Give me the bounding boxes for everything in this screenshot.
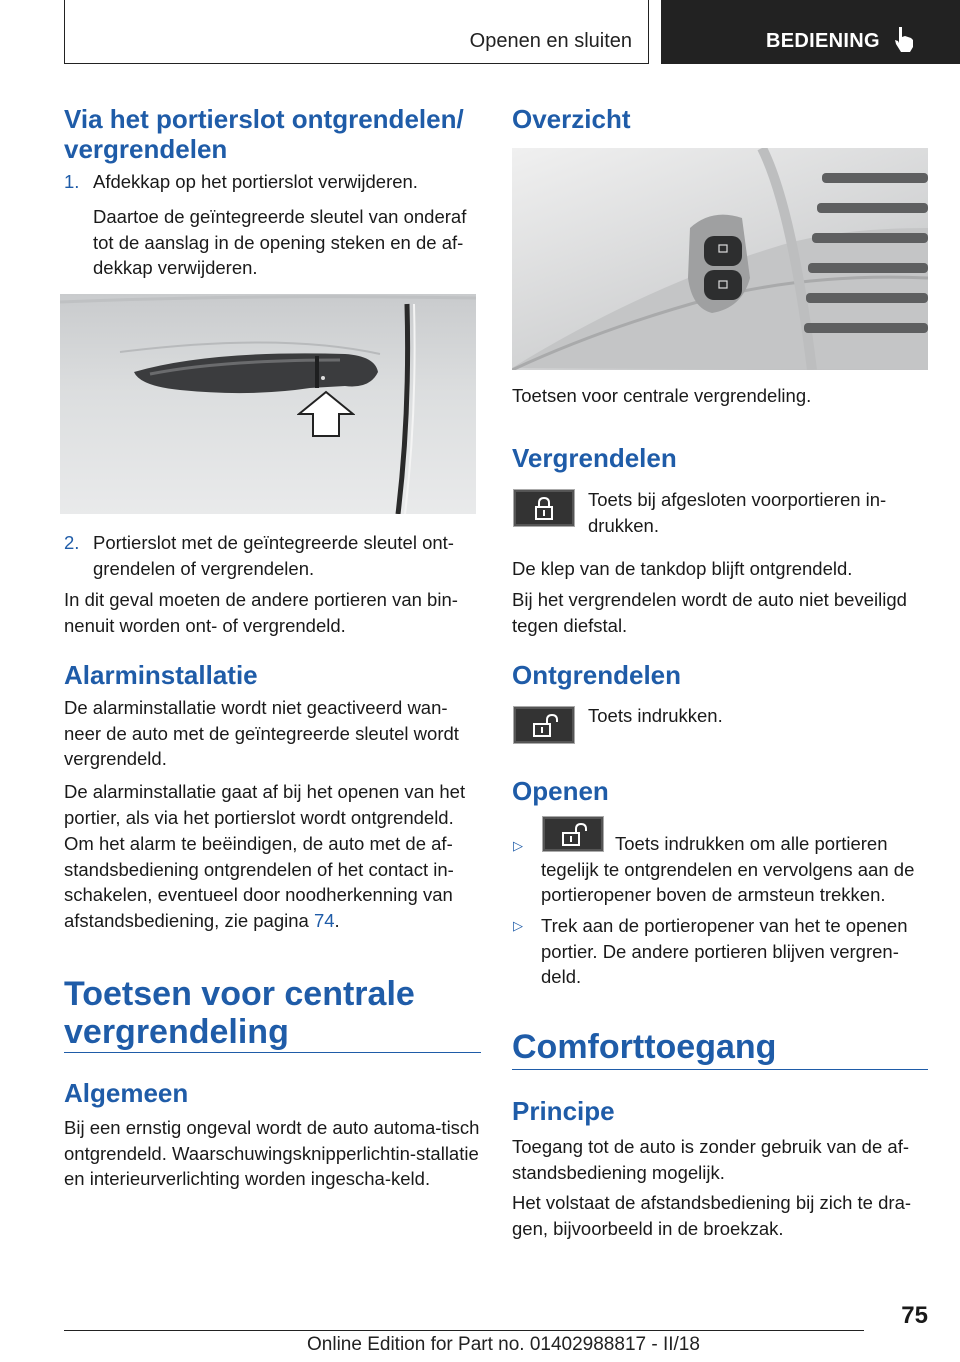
heading-central-locking: Toetsen voor centrale vergrendeling — [64, 975, 415, 1051]
central-lock-buttons-image — [512, 148, 928, 370]
unlock-icon — [531, 713, 559, 737]
alarm-paragraph-1: De alarminstallatie wordt niet geactiveerd wan-neer de auto met de geïntegreerde sleutel wordt vergrendeld. — [64, 697, 459, 769]
chapter-title: BEDIENING — [766, 30, 880, 52]
step-number: 1. — [64, 171, 80, 192]
footer-rule — [64, 1330, 864, 1331]
alarm-paragraph-3-text: Om het alarm te beëindigen, de auto met de af-standsbediening ontgrendelen of het contact in-schakelen, eventueel door noodherkenning van afstandsbediening, zie pagina — [64, 833, 454, 931]
open-bullet-2: Trek aan de portieropener van het te openen portier. De andere portieren blijven vergren-deld. — [541, 915, 908, 987]
step-number: 2. — [64, 532, 80, 553]
step-2-text: Portierslot met de geïntegreerde sleutel ont-grendelen of vergrendelen. — [93, 532, 454, 579]
heading-comfort-access: Comforttoegang — [512, 1028, 777, 1066]
heading-door-lock: Via het portierslot ontgrendelen/ vergrendelen — [64, 104, 464, 164]
footer-edition: Online Edition for Part no. 01402988817 - II/18 — [307, 1334, 700, 1355]
general-paragraph: Bij een ernstig ongeval wordt de auto automa-tisch ontgrendeld. Waarschuwingsknipperlichtin-stallatie en interieurverlichting worden ingescha-keld. — [64, 1117, 480, 1189]
lock-button — [513, 489, 575, 527]
image-caption: Toetsen voor centrale vergrendeling. — [512, 385, 812, 406]
unlock-instruction: Toets indrukken. — [588, 705, 723, 726]
paragraph-other-doors: In dit geval moeten de andere portieren van bin-nenuit worden ont- of vergrendeld. — [64, 589, 458, 636]
heading-general: Algemeen — [64, 1078, 189, 1108]
alarm-paragraph-3-end: . — [334, 909, 340, 931]
heading-principle: Principe — [512, 1096, 615, 1126]
lock-paragraph-1: De klep van de tankdop blijft ontgrendeld. — [512, 558, 853, 579]
heading-alarm: Alarminstallatie — [64, 660, 258, 690]
triangle-bullet-icon: ▷ — [513, 918, 523, 933]
page-link[interactable]: 74 — [313, 909, 335, 931]
unlock-button — [513, 706, 575, 744]
principle-paragraph-2: Het volstaat de afstandsbediening bij zich te dra-gen, bijvoorbeeld in de broekzak. — [512, 1192, 912, 1239]
step-1-detail: Daartoe de geïntegreerde sleutel van onderaf tot de aanslag in de opening steken en de af-dekkap verwijderen. — [93, 206, 467, 278]
header-chapter-box — [661, 0, 960, 64]
alarm-paragraph-2: De alarminstallatie gaat af bij het openen van het portier, als via het portierslot wordt ontgrendeld. — [64, 781, 466, 828]
hand-pointer-icon — [893, 25, 915, 53]
open-bullet-1: Toets indrukken om alle portieren tegelijk te ontgrendelen en vervolgens aan de portieropener boven de armsteun trekken. — [541, 833, 915, 905]
step-1-text: Afdekkap op het portierslot verwijderen. — [93, 171, 418, 192]
heading-rule — [64, 1052, 481, 1053]
heading-rule — [512, 1069, 928, 1070]
alarm-paragraph-3 — [64, 831, 484, 933]
page-number: 75 — [901, 1302, 928, 1329]
heading-overview: Overzicht — [512, 104, 631, 134]
lock-icon — [533, 496, 555, 520]
lock-paragraph-2: Bij het vergrendelen wordt de auto niet beveiligd tegen diefstal. — [512, 589, 907, 636]
heading-unlock: Ontgrendelen — [512, 660, 682, 690]
lock-instruction: Toets bij afgesloten voorportieren in-drukken. — [588, 489, 887, 536]
triangle-bullet-icon: ▷ — [513, 838, 523, 853]
arrow-up-icon — [297, 390, 355, 438]
heading-open: Openen — [512, 776, 609, 806]
door-handle-image — [60, 294, 476, 514]
section-title: Openen en sluiten — [469, 30, 632, 52]
header-section-box — [64, 0, 649, 64]
heading-lock: Vergrendelen — [512, 443, 677, 473]
principle-paragraph-1: Toegang tot de auto is zonder gebruik van de af-standsbediening mogelijk. — [512, 1136, 909, 1183]
